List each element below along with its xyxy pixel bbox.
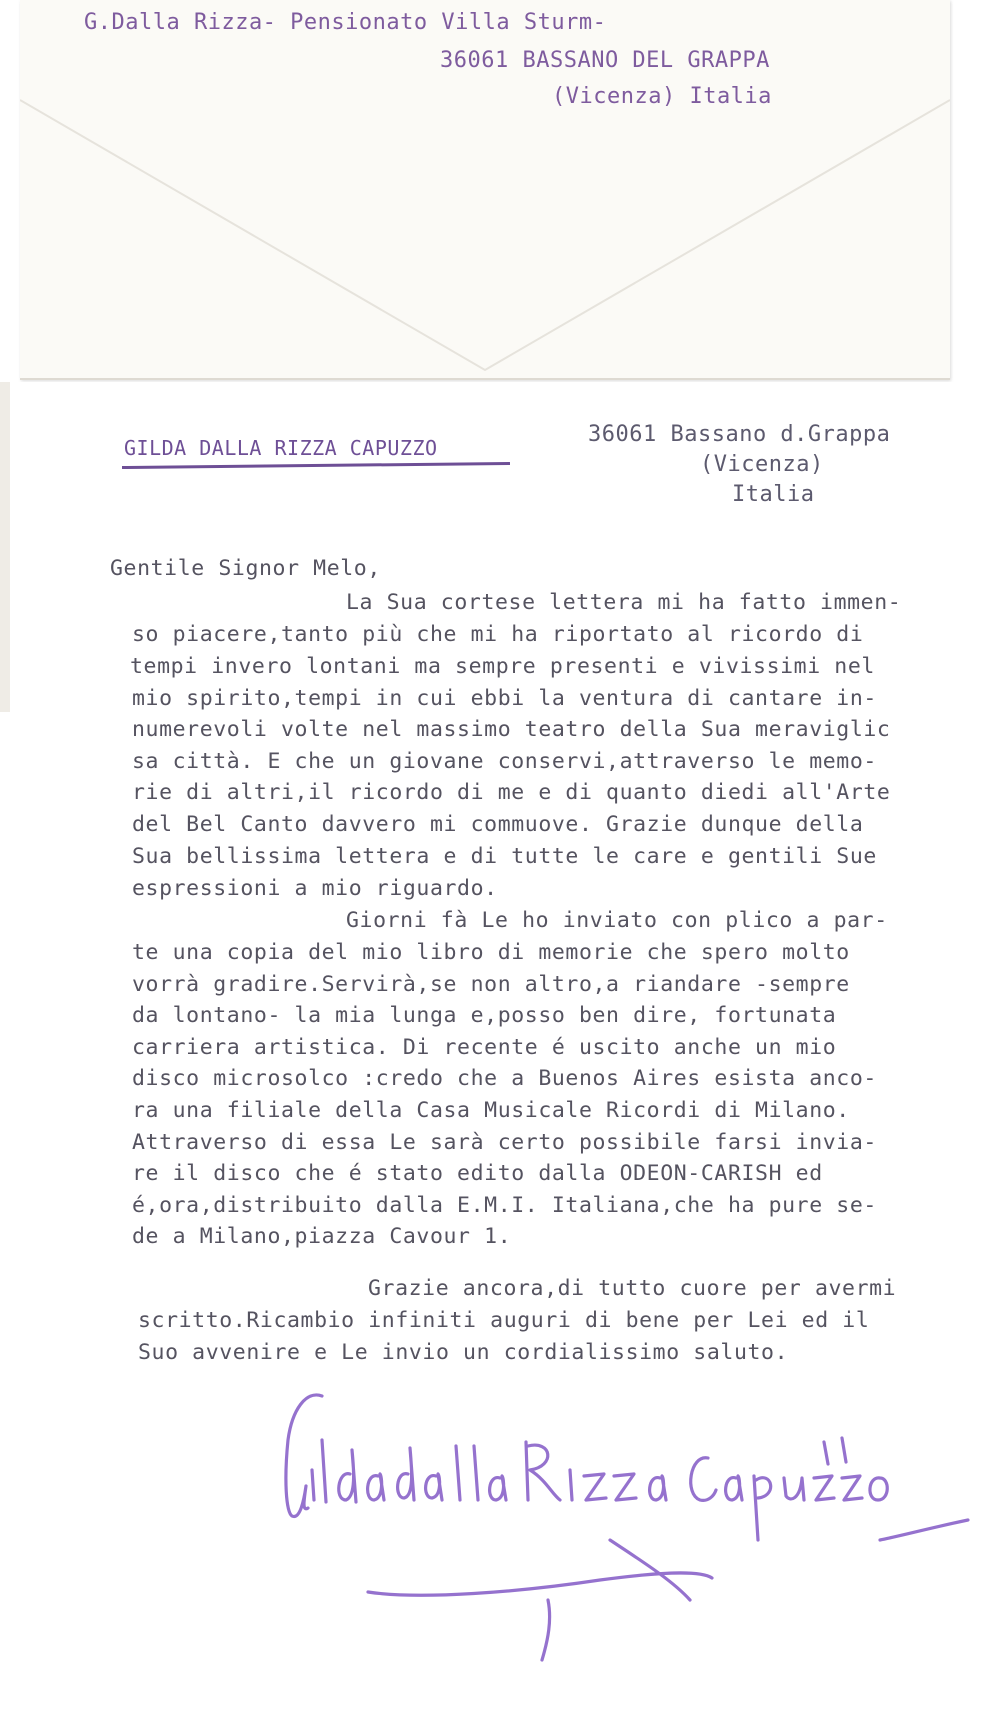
letter-line: tempi invero lontani ma sempre presenti e vivissimi nel <box>130 654 875 679</box>
envelope-return-line-3: (Vicenza) Italia <box>552 84 772 109</box>
letterhead-address-line-3: Italia <box>732 482 815 507</box>
letter-line: ra una filiale della Casa Musicale Ricordi di Milano. <box>132 1098 850 1123</box>
letter-line: vorrà gradire.Servirà,se non altro,a riandare -sempre <box>132 972 850 997</box>
letter-line: sa città. E che un giovane conservi,attraverso le memo- <box>132 749 877 774</box>
envelope-return-line-1: G.Dalla Rizza- Pensionato Villa Sturm- <box>84 10 607 35</box>
letter-line: Grazie ancora,di tutto cuore per avermi <box>368 1276 897 1301</box>
envelope-return-line-2: 36061 BASSANO DEL GRAPPA <box>440 48 770 73</box>
letter-line: Sua bellissima lettera e di tutte le care e gentili Sue <box>132 844 877 869</box>
salutation: Gentile Signor Melo, <box>110 556 381 581</box>
letter-line: La Sua cortese lettera mi ha fatto immen- <box>346 590 902 615</box>
letter-line: re il disco che é stato edito dalla ODEON-CARISH ed <box>132 1161 823 1186</box>
letter-line: scritto.Ricambio infiniti auguri di bene per Lei ed il <box>138 1308 870 1333</box>
letter-line: mio spirito,tempi in cui ebbi la ventura di cantare in- <box>132 686 877 711</box>
letter-line: numerevoli volte nel massimo teatro della Sua meraviglic <box>132 717 891 742</box>
letter-line: espressioni a mio riguardo. <box>132 876 498 901</box>
letter-line: so piacere,tanto più che mi ha riportato al ricordo di <box>132 622 864 647</box>
letter-line: Giorni fà Le ho inviato con plico a par- <box>346 908 888 933</box>
letter-line: rie di altri,il ricordo di me e di quanto diedi all'Arte <box>132 780 891 805</box>
letter-line: Attraverso di essa Le sarà certo possibile farsi invia- <box>132 1130 877 1155</box>
letter-line: de a Milano,piazza Cavour 1. <box>132 1224 512 1249</box>
letter-line: Suo avvenire e Le invio un cordialissimo saluto. <box>138 1340 789 1365</box>
letterhead-address-line-1: 36061 Bassano d.Grappa <box>588 422 891 447</box>
letter-line: te una copia del mio libro di memorie che spero molto <box>132 940 850 965</box>
letter-line: da lontano- la mia lunga e,posso ben dire, fortunata <box>132 1003 837 1028</box>
letterhead-address-line-2: (Vicenza) <box>700 452 824 477</box>
letter-line: carriera artistica. Di recente é uscito anche un mio <box>132 1035 837 1060</box>
letter-line: é,ora,distribuito dalla E.M.I. Italiana,che ha pure se- <box>132 1193 877 1218</box>
letter-line: disco microsolco :credo che a Buenos Aires esista anco- <box>132 1066 877 1091</box>
letterhead-name: GILDA DALLA RIZZA CAPUZZO <box>124 436 438 460</box>
letter-line: del Bel Canto davvero mi commuove. Grazie dunque della <box>132 812 864 837</box>
